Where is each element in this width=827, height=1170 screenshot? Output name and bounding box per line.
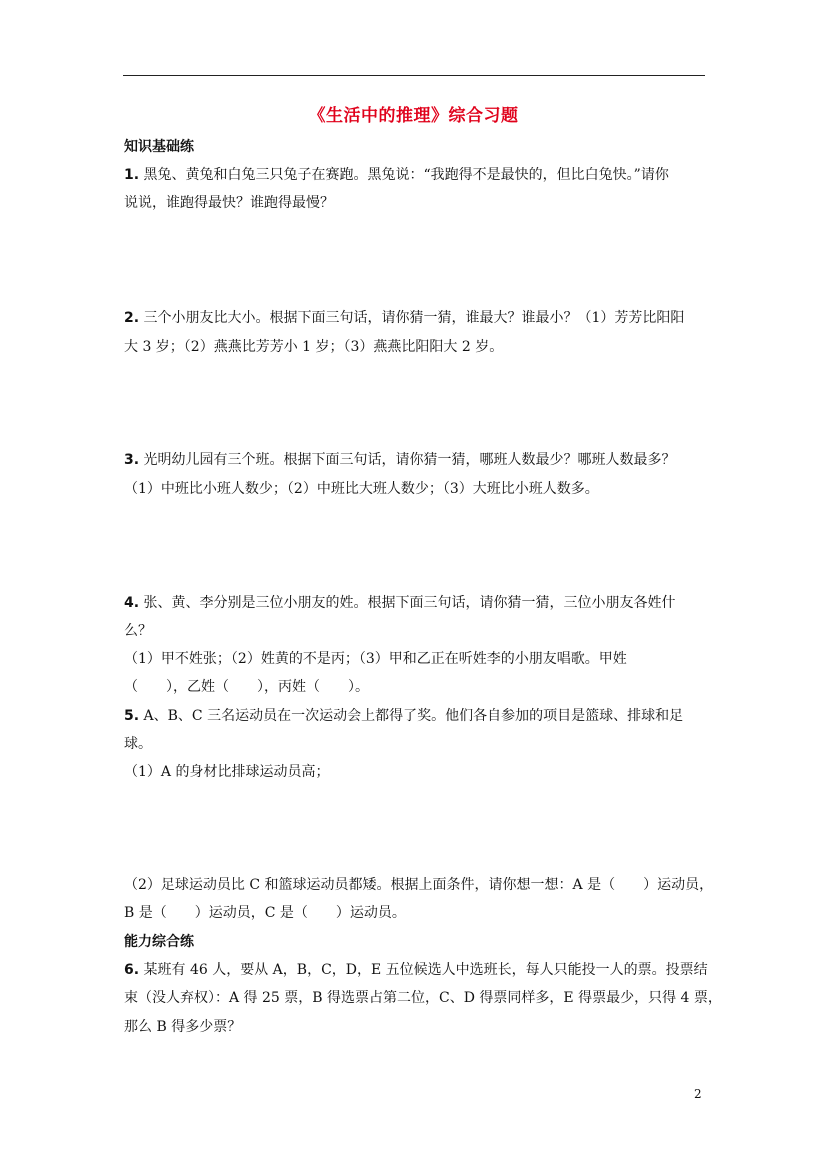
question-number: 5. <box>124 708 140 724</box>
question-6-line-1: 6. 某班有 46 人，要从 A，B，C，D，E 五位候选人中选班长，每人只能投一人的票。投票结 <box>124 962 708 978</box>
question-6-line-3: 那么 B 得多少票？ <box>124 1019 242 1035</box>
question-5-line-1: 5. A、B、C 三名运动员在一次运动会上都得了奖。他们各自参加的项目是篮球、排球和足 <box>124 708 684 724</box>
question-5-line-4: （2）足球运动员比 C 和篮球运动员都矮。根据上面条件，请你想一想：A 是（ ）运动员， <box>124 877 714 893</box>
question-3-line-1: 3. 光明幼儿园有三个班。根据下面三句话，请你猜一猜，哪班人数最少？哪班人数最多？ <box>124 452 676 468</box>
question-4-line-4: （ ），乙姓（ ），丙姓（ ）。 <box>124 679 369 695</box>
question-2-line-1: 2. 三个小朋友比大小。根据下面三句话，请你猜一猜，谁最大？谁最小？（1）芳芳比阳阳 <box>124 310 685 326</box>
question-number: 2. <box>124 310 140 326</box>
question-number: 4. <box>124 595 140 611</box>
question-4-line-3: （1）甲不姓张；（2）姓黄的不是丙；（3）甲和乙正在听姓李的小朋友唱歌。甲姓 <box>124 651 627 667</box>
header-rule <box>123 75 705 76</box>
page-number: 2 <box>694 1087 702 1101</box>
question-2-line-2: 大 3 岁；（2）燕燕比芳芳小 1 岁；（3）燕燕比阳阳大 2 岁。 <box>124 339 504 355</box>
question-number: 6. <box>124 962 140 978</box>
question-1-line-2: 说说，谁跑得最快？谁跑得最慢？ <box>124 195 334 211</box>
section-heading-basic: 知识基础练 <box>124 139 194 155</box>
question-number: 1. <box>124 167 140 183</box>
question-4-line-2: 么？ <box>124 623 152 639</box>
question-1-line-1: 1. 黑兔、黄兔和白兔三只兔子在赛跑。黑兔说：“我跑得不是最快的，但比白兔快。”请你 <box>124 167 669 183</box>
question-4-line-1: 4. 张、黄、李分别是三位小朋友的姓。根据下面三句话，请你猜一猜，三位小朋友各姓什 <box>124 595 676 611</box>
question-5-line-3: （1）A 的身材比排球运动员高； <box>124 764 330 780</box>
section-heading-ability: 能力综合练 <box>124 934 194 950</box>
question-5-line-2: 球。 <box>124 736 152 752</box>
question-6-line-2: 束（没人弃权）：A 得 25 票，B 得选票占第二位，C、D 得票同样多，E 得票最少，只得 4 票， <box>124 990 722 1006</box>
question-3-line-2: （1）中班比小班人数少；（2）中班比大班人数少；（3）大班比小班人数多。 <box>124 481 599 497</box>
question-number: 3. <box>124 452 140 468</box>
document-title: 《生活中的推理》综合习题 <box>308 106 519 126</box>
question-5-line-5: B 是（ ）运动员，C 是（ ）运动员。 <box>124 905 406 921</box>
